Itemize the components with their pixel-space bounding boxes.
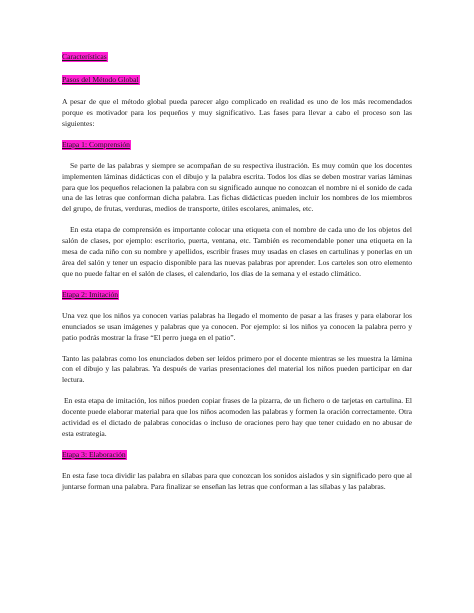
heading-etapa-1: Etapa 1: Comprensión — [62, 139, 130, 149]
heading-row — [62, 290, 412, 301]
paragraph-etapa2-1: Una vez que los niños ya conocen varias palabras ha llegado el momento de pasar a las frases y para elaborar los enunciados se usan imágenes y palabras que ya conocen. Por ejemplo: si los niños ya conocen la palabra perro y patio podrás mostrar la frase “El perro juega en el patio”. — [62, 310, 412, 342]
paragraph-etapa2-2: Tanto las palabras como los enunciados deben ser leídos primero por el docente mientras se les muestra la lámina con el dibujo y las palabras. Ya después de varias presentaciones del material los niños pueden participar en dar lectura. — [62, 353, 412, 385]
heading-etapa-3: Etapa 3: Elaboración — [62, 449, 126, 459]
paragraph-etapa1-1: Se parte de las palabras y siempre se acompañan de su respectiva ilustración. Es muy común que los docentes implementen láminas didácticas con el dibujo y la palabra escrita. Todos los días se deben mostrar varias láminas para que los pequeños relacionen la palabra con su significado aunque no conozcan el nombre ni el sonido de cada una de las letras que conforman dicha palabra. Las fichas didácticas pueden incluir los nombres de los miembros del grupo, de frutas, verduras, medios de transporte, útiles escolares, animales, etc. — [62, 160, 412, 214]
heading-row — [62, 52, 412, 63]
document-page — [62, 52, 412, 493]
paragraph-etapa2-3: En esta etapa de imitación, los niños pueden copiar frases de la pizarra, de un fichero o de tarjetas en cartulina. El docente puede elaborar material para que los niños acomoden las palabras y formen la oración correctamente. Otra actividad es el dictado de palabras conocidas o incluso de oraciones pero hay que tener cuidado en no abusar de esta estrategia. — [62, 396, 412, 438]
heading-etapa-2: Etapa 2: Imitación — [62, 289, 119, 299]
heading-pasos: Pasos del Método Global — [62, 75, 139, 84]
paragraph-intro: A pesar de que el método global pueda parecer algo complicado en realidad es uno de los más recomendados porque es motivador para los pequeños y muy significativo. Las fases para llevar a cabo el proceso son las siguientes: — [62, 97, 412, 128]
paragraph-etapa1-2: En esta etapa de comprensión es importante colocar una etiqueta con el nombre de cada uno de los objetos del salón de clases, por ejemplo: escritorio, puerta, ventana, etc. También es recomendable poner una etiqueta en la mesa de cada niño con su nombre y apellidos, escribir frases muy usadas en clases en cartulinas y ponerlas en un área del salón y tener un espacio disponible para las nuevas palabras por aprender. Los carteles son otro elemento que no puede faltar en el salón de clases, el calendario, los días de la semana y el estado climático. — [62, 225, 412, 278]
heading-row — [62, 75, 412, 86]
heading-row — [62, 140, 412, 151]
heading-row — [62, 450, 412, 461]
paragraph-etapa3-1: En esta fase toca dividir las palabra en sílabas para que conozcan los sonidos aislados y sin significado pero que al juntarse forman una palabra. Para finalizar se enseñan las letras que conforman a las sílabas y las palabras. — [62, 470, 412, 491]
heading-caracteristicas: Características — [62, 52, 107, 61]
